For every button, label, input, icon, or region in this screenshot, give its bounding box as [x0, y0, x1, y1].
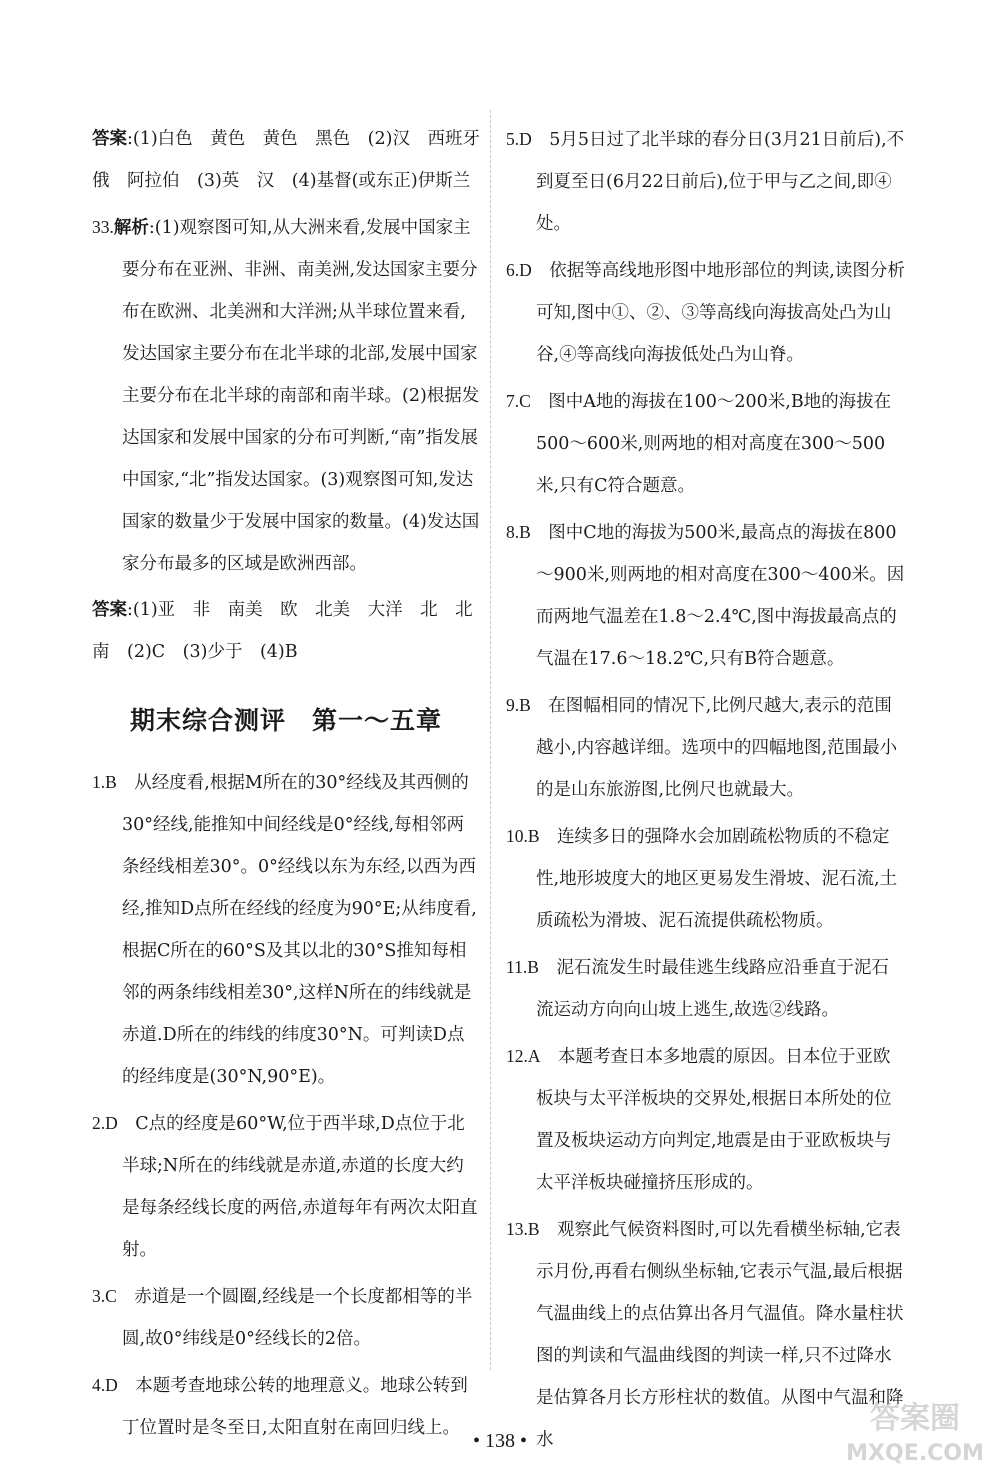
watermark-line2: MXQE.COM: [846, 1441, 984, 1466]
answer-text: :(1)白色 黄色 黄色 黑色 (2)汉 西班牙 俄 阿拉伯 (3)英 汉 (4)基督(或东正)伊斯兰: [92, 129, 498, 191]
answer-item: [506, 684, 906, 811]
item-text: 赤道是一个圆圈,经线是一个长度都相等的半圆,故0°纬线是0°经线长的2倍。: [116, 1287, 473, 1349]
item-text: 从经度看,根据M所在的30°经线及其西侧的30°经线,能推知中间经线是0°经线,每相邻两条经线相差30°。0°经线以东为东经,以西为西经,推知D点所在经线的经度为90°E;从纬度看,根据C所在的60°S及其以北的30°S推知每相邻的两条纬线相差30°,这样N所在的纬线就是赤道.D所在的纬线的纬度30°N。可判读D点的经纬度是(30°N,90°E)。: [116, 773, 477, 1087]
watermark-line1: 答案圈: [870, 1401, 960, 1436]
question-number: 4.D: [92, 1375, 118, 1395]
page-number: • 138 •: [472, 1430, 527, 1452]
item-text: 5月5日过了北半球的春分日(3月21日前后),不到夏至日(6月22日前后),位于甲与乙之间,即④处。: [531, 130, 905, 234]
question-number: 1.B: [92, 772, 117, 792]
item-text: 图中C地的海拔为500米,最高点的海拔在800～900米,则两地的相对高度在300～400米。因而两地气温差在1.8～2.4℃,图中海拔最高点的气温在17.6～18.2℃,只有B符合题意。: [530, 523, 905, 669]
question-number: 7.C: [506, 391, 531, 411]
answer-32: [92, 118, 498, 202]
item-text: 泥石流发生时最佳逃生线路应沿垂直于泥石流运动方向向山坡上逃生,故选②线路。: [536, 958, 889, 1020]
answer-item: [92, 761, 480, 1098]
answer-item: [506, 815, 906, 942]
item-text: C点的经度是60°W,位于西半球,D点位于北半球;N所在的纬线就是赤道,赤道的长度大约是每条经线长度的两倍,赤道每年有两次太阳直射。: [117, 1114, 478, 1260]
item-text: 本题考查地球公转的地理意义。地球公转到丁位置时是冬至日,太阳直射在南回归线上。: [117, 1376, 468, 1438]
item-text: 在图幅相同的情况下,比例尺越大,表示的范围越小,内容越详细。选项中的四幅地图,范围最小的是山东旅游图,比例尺也就最大。: [530, 696, 898, 800]
answer-item: [92, 1102, 480, 1271]
right-column: [506, 118, 906, 1465]
left-column: [92, 118, 498, 1453]
answer-item: [92, 1275, 480, 1360]
item-text: 观察此气候资料图时,可以先看横坐标轴,它表示月份,再看右侧纵坐标轴,它表示气温,最后根据气温曲线上的点估算出各月气温值。降水量柱状图的判读和气温曲线图的判读一样,只不过降水是估算各月长方形柱状的数值。从图中气温和降水: [536, 1220, 904, 1450]
answer-item: [506, 249, 906, 376]
answer-text: :(1)亚 非 南美 欧 北美 大洋 北 北 南 (2)C (3)少于 (4)B: [92, 600, 491, 662]
answer-item: [506, 380, 906, 507]
question-number: 9.B: [506, 695, 531, 715]
question-number: 10.B: [506, 826, 540, 846]
answer-33: [92, 589, 491, 673]
question-number: 3.C: [92, 1286, 117, 1306]
question-number: 5.D: [506, 129, 532, 149]
question-number: 8.B: [506, 522, 531, 542]
question-number: 33.: [92, 217, 114, 237]
item-text: 本题考查日本多地震的原因。日本位于亚欧板块与太平洋板块的交界处,根据日本所处的位置及板块运动方向判定,地震是由于亚欧板块与太平洋板块碰撞挤压形成的。: [536, 1047, 892, 1193]
answer-item: [506, 946, 906, 1031]
answer-item: [506, 1035, 906, 1204]
analysis-label: 解析: [113, 218, 149, 238]
answer-item: [506, 118, 906, 245]
answer-label: 答案: [92, 129, 127, 149]
column-divider: [490, 110, 491, 1370]
analysis-text: :(1)观察图可知,从大洲来看,发展中国家主要分布在亚洲、非洲、南美洲,发达国家主要分布在欧洲、北美洲和大洋洲;从半球位置来看,发达国家主要分布在北半球的北部,发展中国家主要分布在北半球的南部和南半球。(2)根据发达国家和发展中国家的分布可判断,“南”指发展中国家,“北”指发达国家。(3)观察图可知,发达国家的数量少于发展中国家的数量。(4)发达国家分布最多的区域是欧洲西部。: [122, 218, 480, 574]
watermark-logo: [840, 1390, 990, 1470]
item-text: 图中A地的海拔在100～200米,B地的海拔在500～600米,则两地的相对高度在300～500米,只有C符合题意。: [530, 392, 892, 496]
question-number: 11.B: [506, 957, 539, 977]
answer-label: 答案: [92, 600, 127, 620]
question-number: 6.D: [506, 260, 532, 280]
section-title: 期末综合测评 第一～五章: [129, 706, 442, 735]
item-text: 依据等高线地形图中地形部位的判读,读图分析可知,图中①、②、③等高线向海拔高处凸为山谷,④等高线向海拔低处凸为山脊。: [531, 261, 905, 365]
question-number: 12.A: [506, 1046, 541, 1066]
analysis-33: [92, 206, 480, 585]
question-number: 13.B: [506, 1219, 540, 1239]
question-number: 2.D: [92, 1113, 118, 1133]
item-text: 连续多日的强降水会加剧疏松物质的不稳定性,地形坡度大的地区更易发生滑坡、泥石流,土质疏松为滑坡、泥石流提供疏松物质。: [536, 827, 898, 931]
answer-item: [506, 511, 906, 680]
